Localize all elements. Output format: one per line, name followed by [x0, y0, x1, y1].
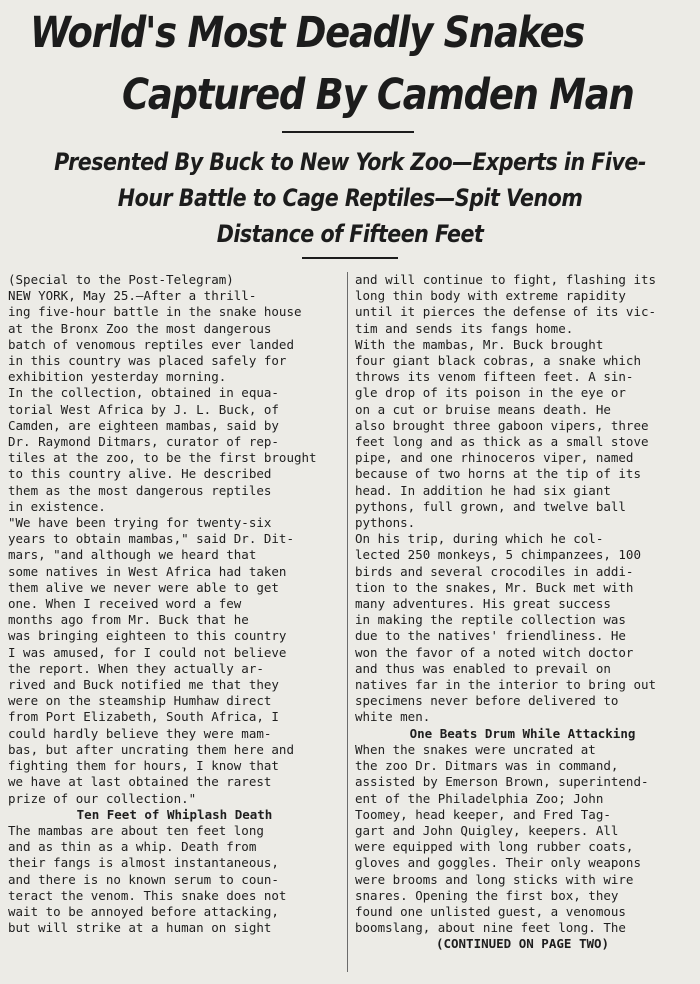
article-line: NEW YORK, May 25.—After a thrill-	[8, 288, 257, 304]
deck-line-3: Distance of Fifteen Feet	[216, 220, 484, 248]
subheading: Ten Feet of Whiplash Death	[76, 806, 273, 822]
article-line: tiles at the zoo, to be the first brought	[8, 450, 317, 466]
article-line: On his trip, during which he col-	[355, 531, 604, 547]
article-line: until it pierces the defense of its vic-	[355, 304, 657, 320]
article-line: were equipped with long rubber coats,	[355, 839, 634, 855]
article-line: assisted by Emerson Brown, superintend-	[355, 774, 649, 790]
article-line: Camden, are eighteen mambas, said by	[8, 417, 279, 433]
article-line: could hardly believe they were mam-	[8, 725, 272, 741]
article-line: With the mambas, Mr. Buck brought	[355, 336, 604, 352]
article-line: Toomey, head keeper, and Fred Tag-	[355, 806, 611, 822]
article-line: were on the steamship Humhaw direct	[8, 693, 272, 709]
deck-line-1: Presented By Buck to New York Zoo—Experts in Five-	[54, 148, 646, 176]
article-line: them alive we never were able to get	[8, 579, 279, 595]
article-line: gloves and goggles. Their only weapons	[355, 855, 641, 871]
article-line: years to obtain mambas," said Dr. Dit-	[8, 531, 294, 547]
article-line: won the favor of a noted witch doctor	[355, 644, 634, 660]
article-line: ing five-hour battle in the snake house	[8, 304, 302, 320]
article-line: gart and John Quigley, keepers. All	[355, 822, 619, 838]
article-line: long thin body with extreme rapidity	[355, 288, 626, 304]
article-line: gle drop of its poison in the eye or	[355, 385, 626, 401]
article-line: fighting them for hours, I know that	[8, 758, 279, 774]
article-line: prize of our collection."	[8, 790, 197, 806]
article-line: In the collection, obtained in equa-	[8, 385, 279, 401]
article-line: was bringing eighteen to this country	[8, 628, 287, 644]
article-line: teract the venom. This snake does not	[8, 887, 287, 903]
article-line: white men.	[355, 709, 431, 725]
article-line: many adventures. His great success	[355, 596, 611, 612]
article-line: bas, but after uncrating them here and	[8, 741, 294, 757]
article-line: and thus was enabled to prevail on	[355, 660, 611, 676]
article-line: I was amused, for I could not believe	[8, 644, 287, 660]
article-line: in existence.	[8, 498, 106, 514]
article-line: throws its venom fifteen feet. A sin-	[355, 369, 634, 385]
article-line: wait to be annoyed before attacking,	[8, 903, 279, 919]
article-line: because of two horns at the tip of its	[355, 466, 641, 482]
article-line: but will strike at a human on sight	[8, 920, 272, 936]
article-line: "We have been trying for twenty-six	[8, 515, 272, 531]
article-line: snares. Opening the first box, they	[355, 887, 619, 903]
article-line: some natives in West Africa had taken	[8, 563, 287, 579]
article-line: feet long and as thick as a small stove	[355, 434, 649, 450]
article-line: one. When I received word a few	[8, 596, 242, 612]
article-line: batch of venomous reptiles ever landed	[8, 336, 294, 352]
article-line: months ago from Mr. Buck that he	[8, 612, 249, 628]
article-line: the report. When they actually ar-	[8, 660, 264, 676]
subheading: One Beats Drum While Attacking	[409, 725, 636, 741]
headline-line-1: World's Most Deadly Snakes	[30, 8, 585, 58]
article-line: we have at last obtained the rarest	[8, 774, 272, 790]
article-line: boomslang, about nine feet long. The	[355, 920, 626, 936]
article-line: due to the natives' friendliness. He	[355, 628, 626, 644]
column-divider	[347, 272, 348, 972]
headline-line-2: Captured By Camden Man	[122, 70, 634, 120]
article-line: the zoo Dr. Ditmars was in command,	[355, 758, 619, 774]
article-line: ent of the Philadelphia Zoo; John	[355, 790, 604, 806]
article-line: on a cut or bruise means death. He	[355, 401, 611, 417]
article-line: them as the most dangerous reptiles	[8, 482, 272, 498]
article-line: pythons, full grown, and twelve ball	[355, 498, 626, 514]
article-line: mars, "and although we heard that	[8, 547, 257, 563]
article-line: from Port Elizabeth, South Africa, I	[8, 709, 279, 725]
article-line: pythons.	[355, 515, 416, 531]
article-line: found one unlisted guest, a venomous	[355, 903, 626, 919]
article-line: four giant black cobras, a snake which	[355, 353, 641, 369]
article-line: rived and Buck notified me that they	[8, 677, 279, 693]
deck-line-2: Hour Battle to Cage Reptiles—Spit Venom	[117, 184, 583, 212]
article-line: at the Bronx Zoo the most dangerous	[8, 320, 272, 336]
article-line: natives far in the interior to bring out	[355, 677, 657, 693]
article-line: and will continue to fight, flashing its	[355, 272, 657, 287]
article-line: When the snakes were uncrated at	[355, 741, 596, 757]
article-line: tion to the snakes, Mr. Buck met with	[355, 579, 634, 595]
article-line: lected 250 monkeys, 5 chimpanzees, 100	[355, 547, 641, 563]
article-line: and as thin as a whip. Death from	[8, 839, 257, 855]
article-line: birds and several crocodiles in addi-	[355, 563, 634, 579]
article-line: pipe, and one rhinoceros viper, named	[355, 450, 634, 466]
article-line: The mambas are about ten feet long	[8, 822, 264, 838]
article-line: and there is no known serum to coun-	[8, 871, 279, 887]
article-line: specimens never before delivered to	[355, 693, 619, 709]
article-column-left	[8, 272, 341, 936]
article-line: in making the reptile collection was	[355, 612, 626, 628]
headline-rule	[282, 131, 414, 133]
article-line: also brought three gaboon vipers, three	[355, 417, 649, 433]
article-column-right	[355, 272, 690, 953]
article-line: their fangs is almost instantaneous,	[8, 855, 279, 871]
article-line: (Special to the Post-Telegram)	[8, 272, 234, 287]
subheading: (CONTINUED ON PAGE TWO)	[435, 936, 610, 952]
article-line: in this country was placed safely for	[8, 353, 287, 369]
article-line: torial West Africa by J. L. Buck, of	[8, 401, 279, 417]
article-line: head. In addition he had six giant	[355, 482, 611, 498]
deck-rule	[302, 257, 398, 259]
article-line: Dr. Raymond Ditmars, curator of rep-	[8, 434, 279, 450]
article-line: were brooms and long sticks with wire	[355, 871, 634, 887]
article-line: exhibition yesterday morning.	[8, 369, 227, 385]
article-line: to this country alive. He described	[8, 466, 272, 482]
article-line: tim and sends its fangs home.	[355, 320, 574, 336]
